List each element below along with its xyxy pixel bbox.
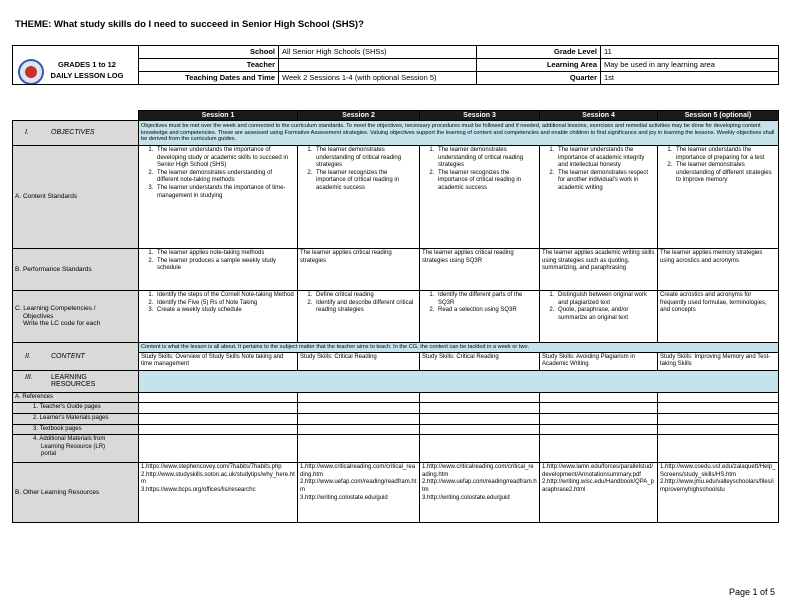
- header-logo-cell: [13, 46, 139, 85]
- school-value: All Senior High Schools (SHSs): [279, 46, 477, 59]
- textbook-row: [13, 424, 779, 435]
- res-session-5: 1.http://www.coedu.usf.edu/zalaquett/Help_Screens/study_skills/HS.htm 2.http://www.jmu.edu/valleyschoolars/files/improvemyhighschoolstu: [658, 463, 779, 523]
- content-session-3: Study Skills: Critical Reading: [420, 352, 540, 370]
- page-number: Page 1 of 5: [728, 587, 775, 597]
- additional-materials-row: [13, 435, 779, 463]
- content-label: II. CONTENT: [13, 343, 139, 371]
- ps-session-3: The learner applies critical reading strategies using SQ3R: [420, 249, 540, 291]
- session-3-header: Session 3: [420, 111, 540, 121]
- content-session-2: Study Skills: Critical Reading: [298, 352, 420, 370]
- dates-value: Week 2 Sessions 1-4 (with optional Session 5): [279, 72, 477, 85]
- quarter-value: 1st: [601, 72, 779, 85]
- performance-standards-label: B. Performance Standards: [13, 249, 139, 291]
- references-label: A. References: [13, 392, 139, 403]
- learning-resources-row: [13, 370, 779, 392]
- cs-session-3: 1. The learner demonstrates understanding of critical reading strategies 2. The learner recognizes the importance of critical reading in academic success: [420, 146, 540, 249]
- cs-session-5: 1. The learner understands the importance of preparing for a test 2. The learner demonstrates understanding of different strategies to improve memory: [658, 146, 779, 249]
- content-session-4: Study Skills: Avoiding Plagiarism in Academic Writing: [540, 352, 658, 370]
- lc-session-5: Create acrostics and acronyms for frequently used formulae, terminologies, and concepts: [658, 291, 779, 343]
- teacher-guide-label: 1. Teacher's Guide pages: [13, 403, 139, 414]
- content-standards-label: A. Content Standards: [13, 146, 139, 249]
- lc-session-3: 1. Identify the different parts of the SQ3R 2. Read a selection using SQ3R: [420, 291, 540, 343]
- ps-session-1: 1. The learner applies note-taking methods 2. The learner produces a sample weekly study schedule: [139, 249, 298, 291]
- res-session-3: 1.http://www.criticalreading.com/critical_reading.htm 2.http://www.uefap.com/reading/readfram.htm 3.http://writing.colostate.edu/guid: [420, 463, 540, 523]
- learner-materials-label: 2. Learner's Materials pages: [13, 413, 139, 424]
- cs-session-2: 1. The learner demonstrates understanding of critical reading strategies 2. The learner recognizes the importance of critical reading in academic success: [298, 146, 420, 249]
- content-session-5: Study Skills: Improving Memory and Test-taking Skills: [658, 352, 779, 370]
- other-resources-label: B. Other Learning Resources: [13, 463, 139, 523]
- content-note: Content is what the lesson is all about. It pertains to the subject matter that the teacher aims to teach. In the CG, the content can be tackled in a week or two.: [139, 343, 779, 353]
- session-4-header: Session 4: [540, 111, 658, 121]
- content-standards-row: [13, 146, 779, 249]
- session-1-header: Session 1: [139, 111, 298, 121]
- learning-resources-label: III. LEARNING RESOURCES: [13, 370, 139, 392]
- lc-session-2: 1. Define critical reading 2. Identify and describe different critical reading strategies: [298, 291, 420, 343]
- content-note-row: [13, 343, 779, 353]
- additional-materials-label: 4. Additional Materials from Learning Resource (LR) portal: [13, 435, 139, 463]
- textbook-label: 3. Textbook pages: [13, 424, 139, 435]
- quarter-label: Quarter: [477, 72, 601, 85]
- objectives-row: [13, 121, 779, 146]
- performance-standards-row: [13, 249, 779, 291]
- content-session-1: Study Skills: Overview of Study Skills Note taking and time management: [139, 352, 298, 370]
- ps-session-2: The learner applies critical reading strategies: [298, 249, 420, 291]
- res-session-4: 1.http://www.lamn.edu/forces/parallelstud/development/Annotationsummary.pdf 2.http://writing.wisc.edu/Handbook/QPA_paraphrase2.html: [540, 463, 658, 523]
- lc-session-4: 1. Distinguish between original work and plagiarized text 2. Quote, paraphrase, and/or summarize an original text: [540, 291, 658, 343]
- ps-session-5: The learner applies memory strategies using acrostics and acronyms: [658, 249, 779, 291]
- cs-session-4: 1. The learner understands the importance of academic integrity and intellectual honesty 2. The learner demonstrates respect for another individual's work in academic writing: [540, 146, 658, 249]
- corner-cell: [13, 111, 139, 121]
- grade-level-value: 11: [601, 46, 779, 59]
- objectives-note: Objectives must be met over the week and connected to the curriculum standards. To meet the objectives, necessary procedures must be followed and if needed, additional lessons, exercises and remedial activities may be done for developing content knowledge and competencies. These are assessed using Formative Assessment strategies. Valuing objectives support the learning of content and competencies and enable children to find significance and joy in learning the lessons. Weekly objectives shall be derived from the curriculum guides.: [139, 121, 779, 146]
- competencies-label: C. Learning Competencies / Objectives Write the LC code for each: [13, 291, 139, 343]
- competencies-row: [13, 291, 779, 343]
- teacher-value: [279, 59, 477, 72]
- learning-area-value: May be used in any learning area: [601, 59, 779, 72]
- learner-materials-row: [13, 413, 779, 424]
- deped-seal-icon: [18, 59, 44, 85]
- learning-area-label: Learning Area: [477, 59, 601, 72]
- res-session-1: 1.https://www.stephencovey.com/7habits/7habits.php 2.http://www.studyskills.soton.ac.uk/studytips/why_here.htm 3.https://www.bcps.org/offices/lis/researchc: [139, 463, 298, 523]
- grades-title: GRADES 1 to 12 DAILY LESSON LOG: [50, 60, 124, 80]
- cs-session-1: 1. The learner understands the importance of developing study or academic skills to succeed in Senior High School (SHS) 2. The learner demonstrates understanding of different note-taking methods 3. The learner understands the importance of time-management in studying: [139, 146, 298, 249]
- grade-level-label: Grade Level: [477, 46, 601, 59]
- learning-resources-fill: [139, 370, 779, 392]
- lc-session-1: 1. Identify the steps of the Cornell Note-taking Method 2. Identify the Five (5) Rs of Note Taking 3. Create a weekly study schedule: [139, 291, 298, 343]
- teacher-guide-row: [13, 403, 779, 414]
- ps-session-4: The learner applies academic writing skills using strategies such as quoting, summarizing, and paraphrasing: [540, 249, 658, 291]
- lesson-table: [12, 110, 779, 523]
- theme-title: THEME: What study skills do I need to succeed in Senior High School (SHS)?: [15, 19, 364, 30]
- session-2-header: Session 2: [298, 111, 420, 121]
- school-label: School: [139, 46, 279, 59]
- objectives-label: I. OBJECTIVES: [13, 121, 139, 146]
- res-session-2: 1.http://www.criticalreading.com/critical_reading.htm 2.http://www.uefap.com/reading/readfram.htm 3.http://writing.colostate.edu/guid: [298, 463, 420, 523]
- references-row: [13, 392, 779, 403]
- dates-label: Teaching Dates and Time: [139, 72, 279, 85]
- teacher-label: Teacher: [139, 59, 279, 72]
- header-table: [12, 45, 779, 85]
- session-header-row: [13, 111, 779, 121]
- session-5-header: Session 5 (optional): [658, 111, 779, 121]
- other-resources-row: [13, 463, 779, 523]
